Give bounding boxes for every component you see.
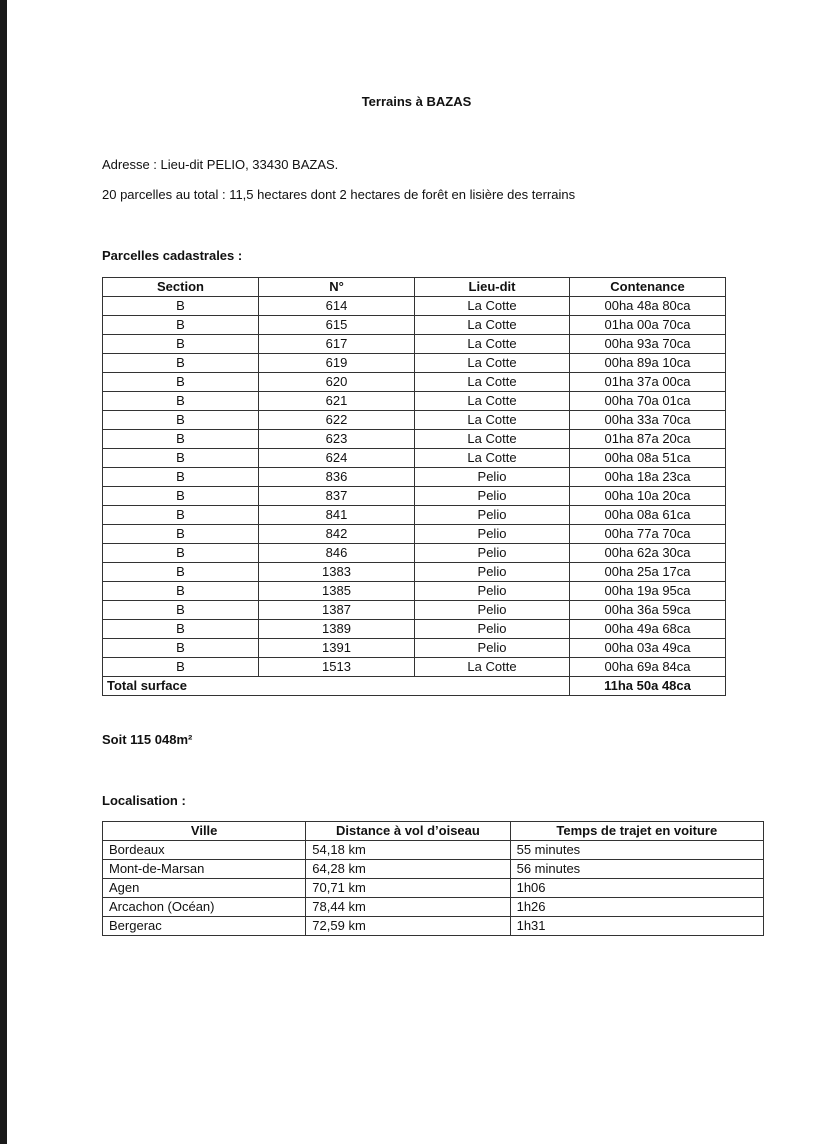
cell-contenance: 00ha 25a 17ca [570,563,726,582]
table-row [103,917,764,936]
cell-contenance: 00ha 18a 23ca [570,468,726,487]
document-page [7,0,826,1144]
table-row [103,468,726,487]
cell-lieu-dit: Pelio [415,563,570,582]
table-row [103,297,726,316]
cell-distance: 64,28 km [306,860,510,879]
table-row [103,354,726,373]
cell-contenance: 00ha 08a 51ca [570,449,726,468]
cell-contenance: 01ha 87a 20ca [570,430,726,449]
table-row [103,563,726,582]
cell-number: 622 [259,411,415,430]
cell-section: B [103,392,259,411]
cell-number: 623 [259,430,415,449]
cell-distance: 54,18 km [306,841,510,860]
page-edge-shadow [0,0,7,1144]
cell-number: 619 [259,354,415,373]
cell-number: 1383 [259,563,415,582]
header-temps: Temps de trajet en voiture [510,822,763,841]
cell-lieu-dit: La Cotte [415,392,570,411]
area-m2: Soit 115 048m² [102,732,193,747]
cell-lieu-dit: Pelio [415,525,570,544]
total-value: 11ha 50a 48ca [570,677,726,696]
cell-contenance: 00ha 93a 70ca [570,335,726,354]
cell-number: 615 [259,316,415,335]
cell-contenance: 01ha 00a 70ca [570,316,726,335]
cell-lieu-dit: La Cotte [415,658,570,677]
cell-temps: 1h26 [510,898,763,917]
parcels-total-row [103,677,726,696]
cell-contenance: 00ha 49a 68ca [570,620,726,639]
cell-ville: Bordeaux [103,841,306,860]
header-contenance: Contenance [570,278,726,297]
cell-section: B [103,411,259,430]
cell-contenance: 00ha 70a 01ca [570,392,726,411]
cell-lieu-dit: Pelio [415,601,570,620]
cell-section: B [103,620,259,639]
cell-number: 620 [259,373,415,392]
document-title: Terrains à BAZAS [361,94,472,109]
cell-number: 841 [259,506,415,525]
cell-number: 614 [259,297,415,316]
cell-number: 617 [259,335,415,354]
table-row [103,373,726,392]
cell-section: B [103,373,259,392]
cell-section: B [103,563,259,582]
table-row [103,601,726,620]
table-row [103,430,726,449]
table-row [103,335,726,354]
cell-section: B [103,468,259,487]
cell-lieu-dit: La Cotte [415,430,570,449]
cell-number: 1389 [259,620,415,639]
table-row [103,898,764,917]
localisation-table [102,821,764,936]
cell-lieu-dit: La Cotte [415,335,570,354]
cell-section: B [103,544,259,563]
cell-ville: Agen [103,879,306,898]
cell-section: B [103,525,259,544]
cell-lieu-dit: Pelio [415,639,570,658]
cell-lieu-dit: La Cotte [415,316,570,335]
cell-lieu-dit: La Cotte [415,354,570,373]
table-row [103,544,726,563]
header-section: Section [103,278,259,297]
table-row [103,639,726,658]
cell-section: B [103,582,259,601]
table-row [103,860,764,879]
cell-lieu-dit: Pelio [415,506,570,525]
address-line: Adresse : Lieu-dit PELIO, 33430 BAZAS. [102,157,339,172]
cell-section: B [103,354,259,373]
table-row [103,658,726,677]
parcels-header-row [103,278,726,297]
cell-temps: 56 minutes [510,860,763,879]
cell-lieu-dit: Pelio [415,487,570,506]
cell-temps: 1h31 [510,917,763,936]
cell-contenance: 00ha 36a 59ca [570,601,726,620]
header-distance: Distance à vol d’oiseau [306,822,510,841]
cell-ville: Mont-de-Marsan [103,860,306,879]
cell-contenance: 00ha 89a 10ca [570,354,726,373]
parcels-heading: Parcelles cadastrales : [102,248,243,263]
table-row [103,582,726,601]
cell-lieu-dit: La Cotte [415,297,570,316]
cell-section: B [103,335,259,354]
total-label: Total surface [103,677,570,696]
cell-lieu-dit: Pelio [415,582,570,601]
cell-number: 1513 [259,658,415,677]
cell-lieu-dit: La Cotte [415,411,570,430]
table-row [103,620,726,639]
cell-lieu-dit: La Cotte [415,449,570,468]
cell-contenance: 00ha 33a 70ca [570,411,726,430]
cell-contenance: 00ha 19a 95ca [570,582,726,601]
cell-distance: 78,44 km [306,898,510,917]
cell-number: 846 [259,544,415,563]
localisation-header-row [103,822,764,841]
cell-section: B [103,297,259,316]
cell-lieu-dit: La Cotte [415,373,570,392]
table-row [103,879,764,898]
cell-section: B [103,639,259,658]
cell-temps: 1h06 [510,879,763,898]
summary-line: 20 parcelles au total : 11,5 hectares dont 2 hectares de forêt en lisière des terrains [102,187,576,202]
cell-section: B [103,430,259,449]
cell-lieu-dit: Pelio [415,544,570,563]
cell-lieu-dit: Pelio [415,620,570,639]
header-lieu-dit: Lieu-dit [415,278,570,297]
header-number: N° [259,278,415,297]
cell-section: B [103,487,259,506]
parcels-table [102,277,726,696]
cell-number: 1385 [259,582,415,601]
cell-section: B [103,506,259,525]
cell-contenance: 00ha 69a 84ca [570,658,726,677]
cell-section: B [103,449,259,468]
cell-contenance: 00ha 10a 20ca [570,487,726,506]
cell-section: B [103,601,259,620]
cell-ville: Bergerac [103,917,306,936]
cell-number: 842 [259,525,415,544]
localisation-heading: Localisation : [102,793,186,808]
cell-number: 837 [259,487,415,506]
cell-number: 836 [259,468,415,487]
header-ville: Ville [103,822,306,841]
table-row [103,841,764,860]
cell-ville: Arcachon (Océan) [103,898,306,917]
table-row [103,449,726,468]
cell-distance: 70,71 km [306,879,510,898]
cell-number: 1391 [259,639,415,658]
table-row [103,525,726,544]
cell-contenance: 01ha 37a 00ca [570,373,726,392]
cell-contenance: 00ha 77a 70ca [570,525,726,544]
cell-temps: 55 minutes [510,841,763,860]
table-row [103,487,726,506]
table-row [103,506,726,525]
table-row [103,411,726,430]
cell-section: B [103,316,259,335]
cell-section: B [103,658,259,677]
cell-number: 624 [259,449,415,468]
table-row [103,392,726,411]
cell-contenance: 00ha 62a 30ca [570,544,726,563]
cell-lieu-dit: Pelio [415,468,570,487]
cell-contenance: 00ha 48a 80ca [570,297,726,316]
cell-number: 621 [259,392,415,411]
cell-distance: 72,59 km [306,917,510,936]
cell-contenance: 00ha 03a 49ca [570,639,726,658]
cell-number: 1387 [259,601,415,620]
table-row [103,316,726,335]
cell-contenance: 00ha 08a 61ca [570,506,726,525]
